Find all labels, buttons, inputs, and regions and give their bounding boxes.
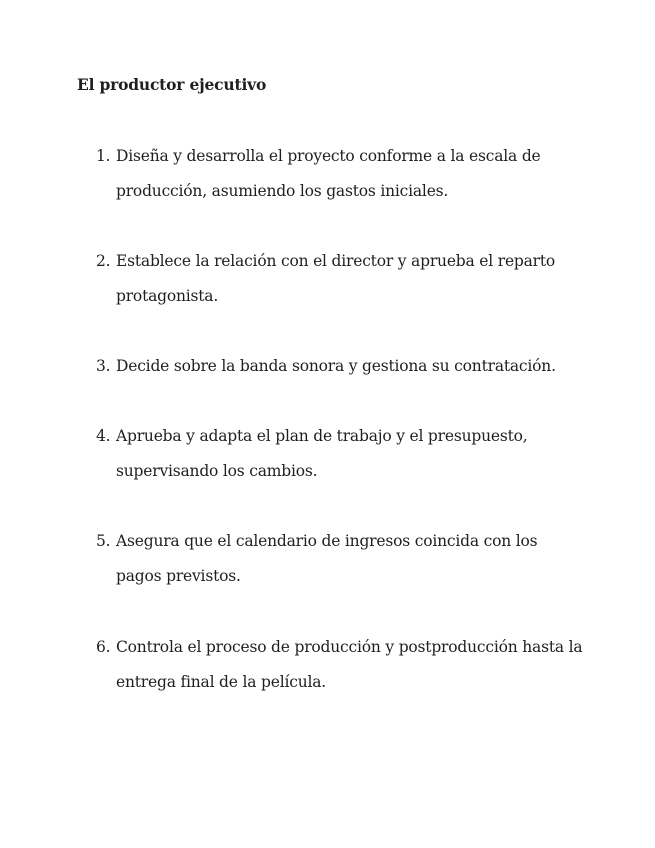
list-item xyxy=(96,524,586,594)
list-item xyxy=(96,419,586,489)
list-item xyxy=(96,349,586,384)
list-item-text: Controla el proceso de producción y postproducción hasta la entrega final de la película. xyxy=(116,638,583,691)
list-item xyxy=(96,244,586,314)
list-item-text: Aprueba y adapta el plan de trabajo y el presupuesto, supervisando los cambios. xyxy=(116,427,528,480)
list-item-number: 5. xyxy=(96,532,111,550)
list-item xyxy=(96,630,586,700)
list-item xyxy=(96,139,586,209)
list-item-number: 2. xyxy=(96,252,111,270)
page-title: El productor ejecutivo xyxy=(77,75,267,94)
list-item-number: 3. xyxy=(96,357,111,375)
list-item-text: Establece la relación con el director y aprueba el reparto protagonista. xyxy=(116,252,556,305)
list-item-text: Diseña y desarrolla el proyecto conforme a la escala de producción, asumiendo los gastos iniciales. xyxy=(116,147,541,200)
list-item-number: 6. xyxy=(96,638,111,656)
list-item-text: Asegura que el calendario de ingresos coincida con los pagos previstos. xyxy=(116,532,538,585)
list-item-number: 1. xyxy=(96,147,111,165)
list-item-number: 4. xyxy=(96,427,111,445)
list-item-text: Decide sobre la banda sonora y gestiona su contratación. xyxy=(116,357,556,375)
